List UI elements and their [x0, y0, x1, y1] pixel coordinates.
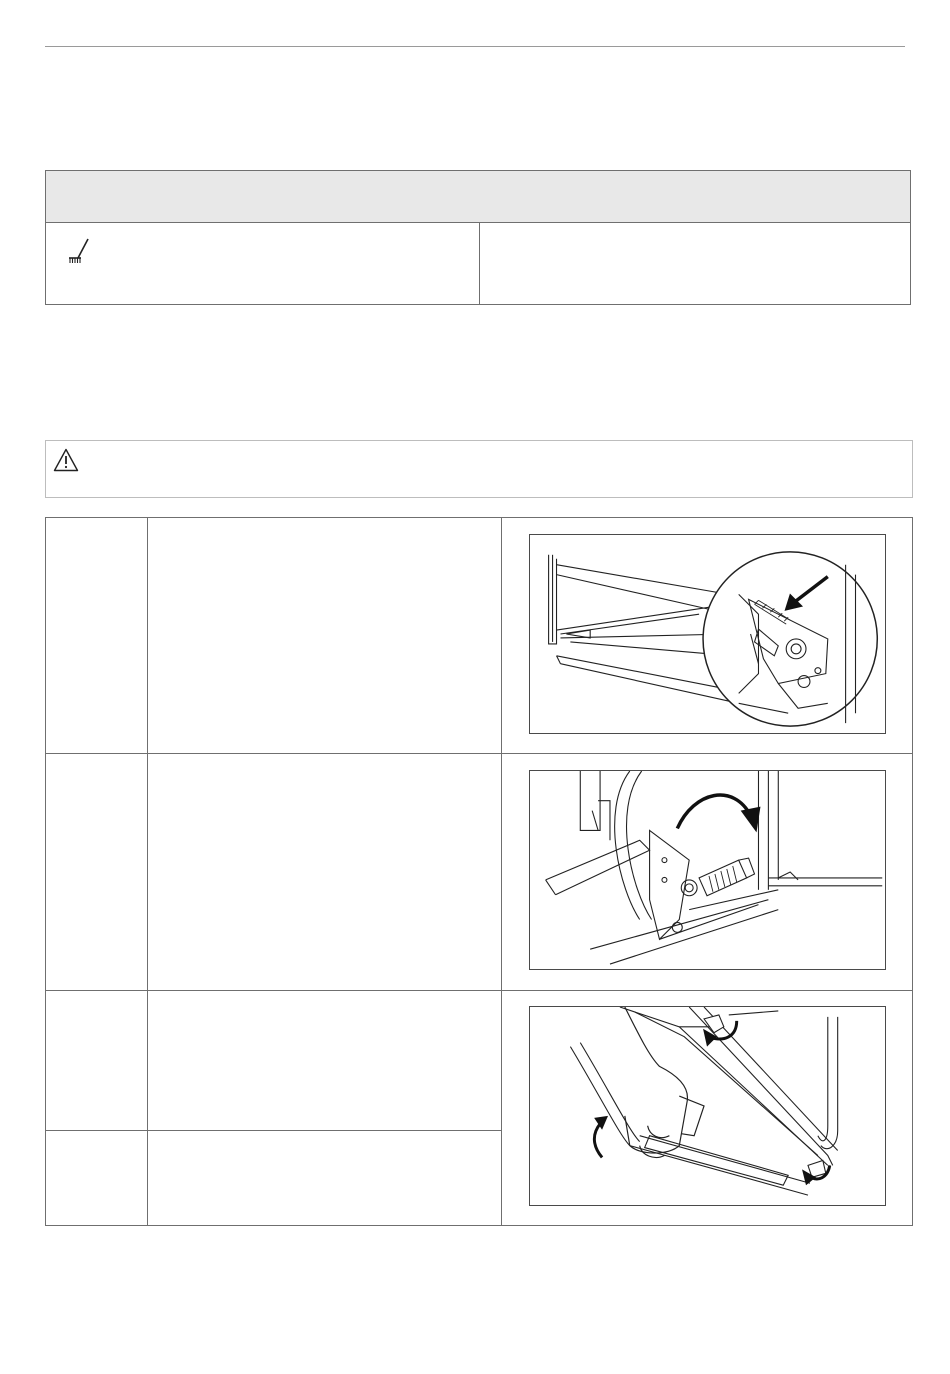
warning-triangle-icon [53, 448, 79, 472]
brush-icon [68, 237, 90, 265]
steps-table [45, 517, 913, 1226]
column-divider-1 [147, 518, 148, 1225]
lever-rotate-drawing [530, 771, 885, 969]
column-divider-2 [501, 518, 502, 1225]
hinge-lever-arrow-illustration [529, 534, 886, 734]
door-lift-illustration [529, 1006, 886, 1206]
info-table-row [46, 223, 910, 305]
door-lift-drawing [530, 1007, 885, 1205]
row-divider-3 [46, 1130, 501, 1131]
warning-box [45, 440, 913, 498]
info-table-header [46, 171, 910, 223]
row-divider-2 [46, 990, 912, 991]
top-rule [45, 46, 905, 47]
hinge-lever-arrow-drawing [530, 535, 885, 733]
info-table [45, 170, 911, 305]
lever-rotate-illustration [529, 770, 886, 970]
info-cell-left [46, 223, 480, 305]
row-divider-1 [46, 753, 912, 754]
info-cell-right [480, 223, 910, 305]
